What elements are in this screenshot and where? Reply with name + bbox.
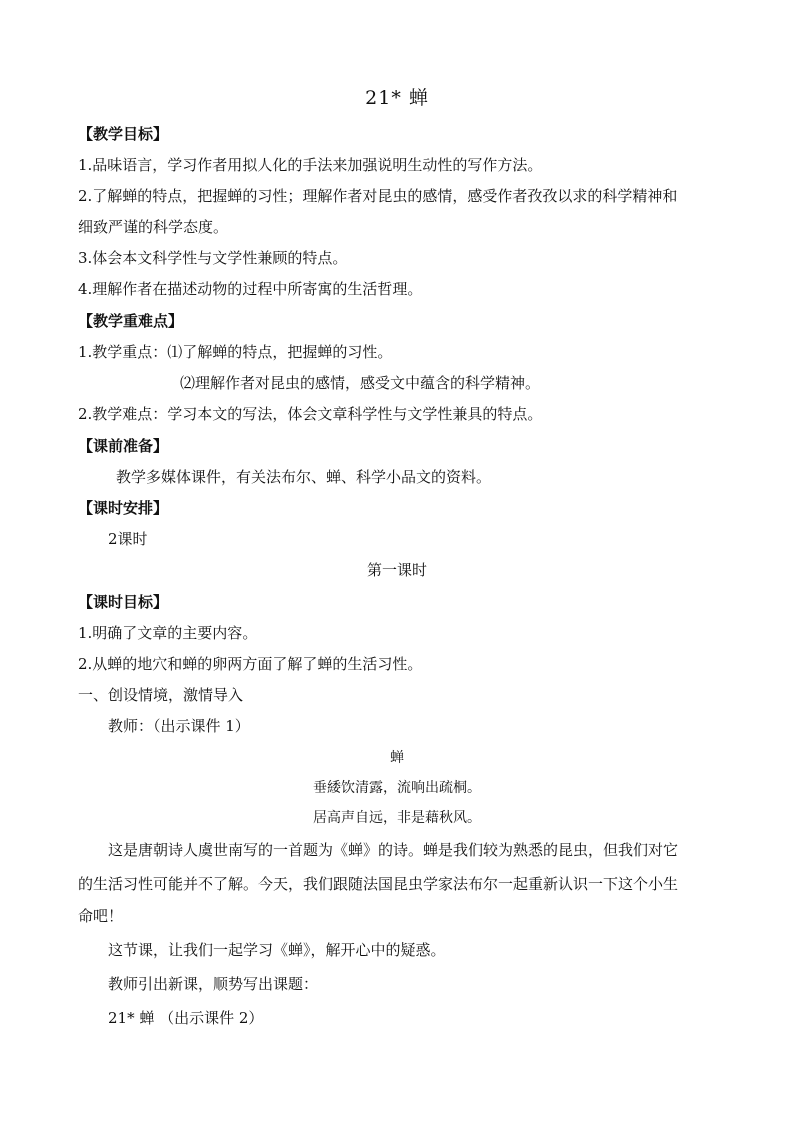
- preparation-text: 教学多媒体课件，有关法布尔、蝉、科学小品文的资料。: [116, 468, 492, 486]
- teaching-goals-heading: 【教学目标】: [78, 125, 169, 143]
- lesson-goals-heading: 【课时目标】: [78, 593, 169, 611]
- key-point-1: 1.教学重点：⑴了解蝉的特点，把握蝉的习性。: [78, 343, 393, 361]
- key-point-2: 2.教学难点：学习本文的写法，体会文章科学性与文学性兼具的特点。: [78, 405, 543, 423]
- schedule-heading: 【课时安排】: [78, 499, 169, 517]
- goal-item-3: 3.体会本文科学性与文学性兼顾的特点。: [78, 249, 348, 267]
- poem-title: 蝉: [390, 750, 404, 766]
- intro-paragraph-line-1: 这是唐朝诗人虞世南写的一首题为《蝉》的诗。蝉是我们较为熟悉的昆虫，但我们对它: [108, 841, 679, 859]
- key-point-1b: ⑵理解作者对昆虫的感情，感受文中蕴含的科学精神。: [180, 374, 541, 392]
- poem-line-1: 垂緌饮清露，流响出疏桐。: [313, 780, 481, 796]
- document-title: 21* 蝉: [365, 87, 429, 109]
- lesson-goal-2: 2.从蝉的地穴和蝉的卵两方面了解了蝉的生活习性。: [78, 655, 423, 673]
- goal-item-2: 2.了解蝉的特点，把握蝉的习性；理解作者对昆虫的感情，感受作者孜孜以求的科学精神和: [78, 187, 678, 205]
- lesson-title: 第一课时: [366, 561, 427, 579]
- intro-paragraph-line-3: 命吧！: [78, 907, 124, 925]
- part-1-heading: 一、创设情境，激情导入: [78, 686, 244, 704]
- goal-item-4: 4.理解作者在描述动物的过程中所寄寓的生活哲理。: [78, 280, 423, 298]
- teacher-line: 教师：（出示课件 1）: [108, 717, 250, 735]
- lesson-intro-paragraph: 这节课，让我们一起学习《蝉》，解开心中的疑惑。: [108, 941, 446, 959]
- goal-item-1: 1.品味语言，学习作者用拟人化的手法来加强说明生动性的写作方法。: [78, 156, 543, 174]
- goal-item-2-cont: 细致严谨的科学态度。: [78, 218, 229, 236]
- preparation-heading: 【课前准备】: [78, 437, 169, 455]
- intro-paragraph-line-2: 的生活习性可能并不了解。今天，我们跟随法国昆虫学家法布尔一起重新认识一下这个小生: [78, 875, 679, 893]
- lesson-topic-line: 21* 蝉 （出示课件 2）: [108, 1009, 264, 1027]
- key-points-heading: 【教学重难点】: [78, 312, 184, 330]
- lesson-goal-1: 1.明确了文章的主要内容。: [78, 624, 258, 642]
- poem-line-2: 居高声自远，非是藉秋风。: [313, 810, 481, 826]
- teacher-introduces-line: 教师引出新课，顺势写出课题：: [108, 975, 319, 993]
- schedule-text: 2课时: [108, 530, 148, 548]
